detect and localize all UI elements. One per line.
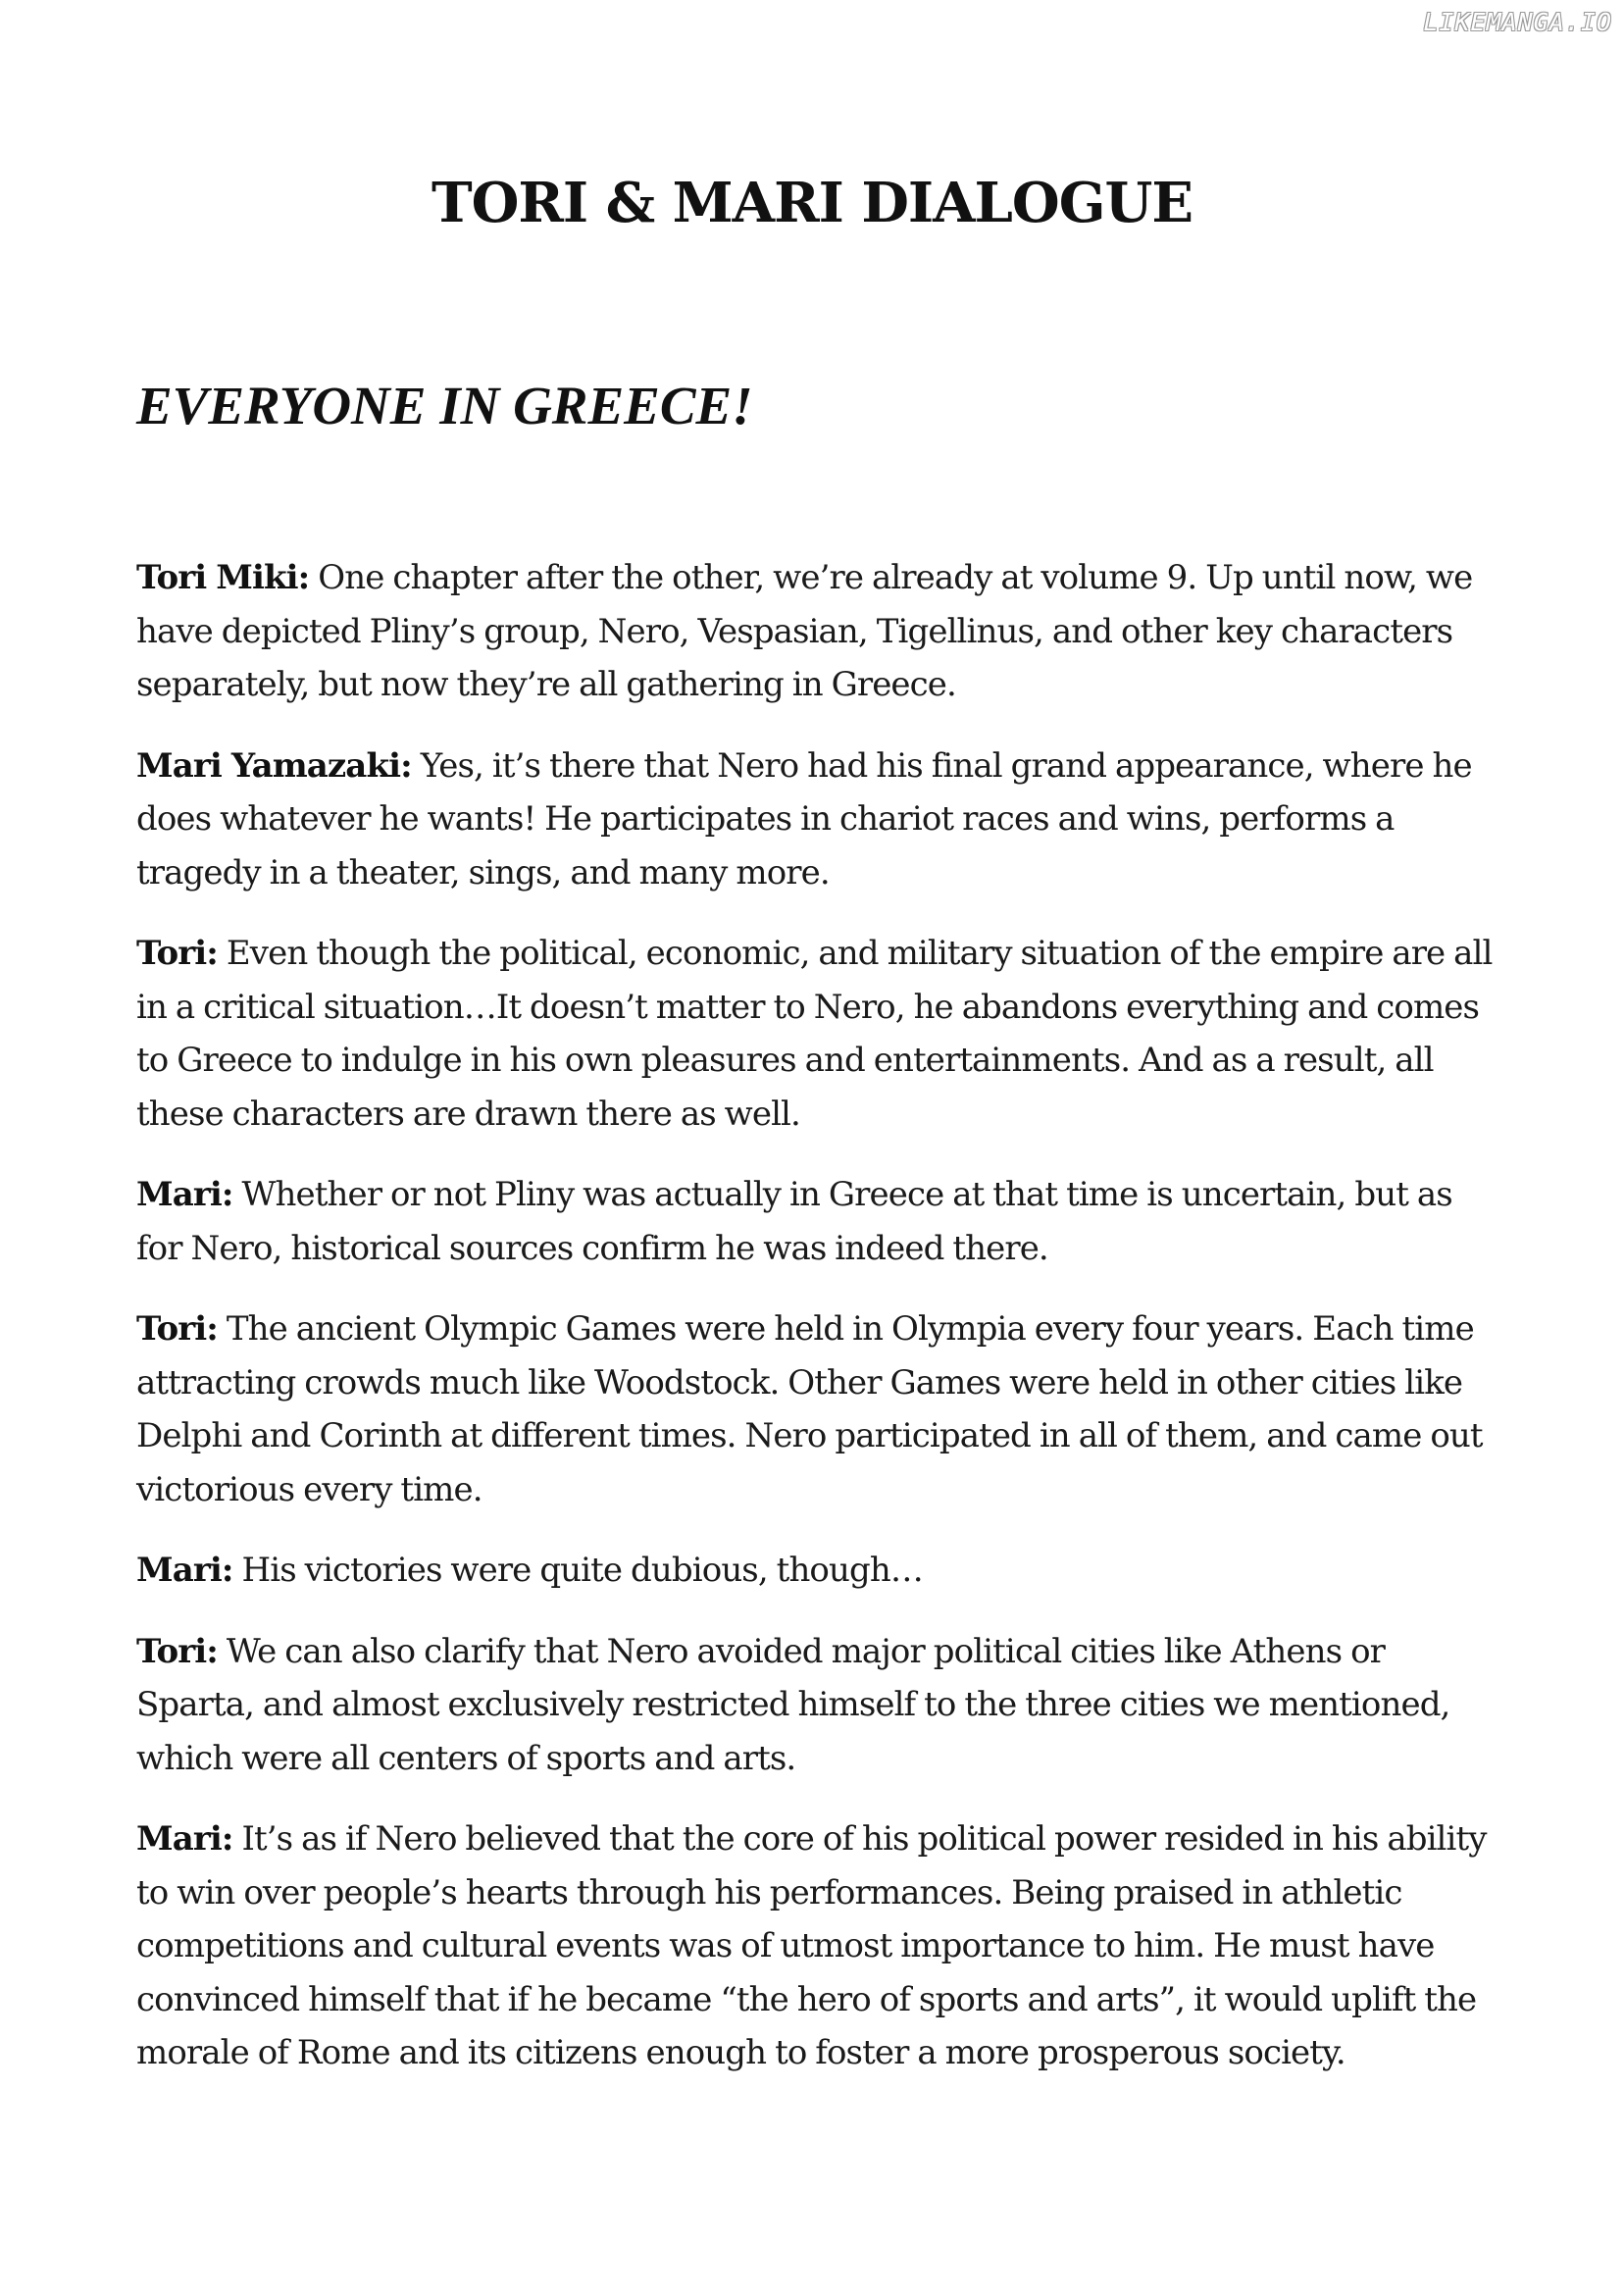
speaker-name: Tori Miki:	[136, 558, 310, 597]
dialogue-paragraph	[136, 1302, 1499, 1516]
speaker-name: Tori:	[136, 934, 218, 973]
dialogue-paragraph	[136, 739, 1499, 900]
page-title: TORI & MARI DIALOGUE	[431, 171, 1193, 235]
dialogue-text: Even though the political, economic, and military situation of the empire are all in a critical situation…It doesn’t matter to Nero, he abandons everything and comes to Greece to indulge in his own pleasures and entertainments. And as a result, all these characters are drawn there as well.	[136, 934, 1493, 1134]
watermark: LIKEMANGA.IO	[1423, 8, 1612, 36]
dialogue-text: We can also clarify that Nero avoided major political cities like Athens or Sparta, and almost exclusively restricted himself to the three cities we mentioned, which were all centers of sports and arts.	[136, 1631, 1450, 1778]
dialogue-text: The ancient Olympic Games were held in Olympia every four years. Each time attracting crowds much like Woodstock. Other Games were held in other cities like Delphi and Corinth at different times. Nero participated in all of them, and came out victorious every time.	[136, 1309, 1483, 1509]
section-heading: EVERYONE IN GREECE!	[136, 376, 753, 435]
speaker-name: Mari:	[136, 1819, 233, 1859]
dialogue-text: It’s as if Nero believed that the core of his political power resided in his ability to win over people’s hearts through his performances. Being praised in athletic competitions and cultural events was of utmost importance to him. He must have convinced himself that if he became “the hero of sports and arts”, it would uplift the morale of Rome and its citizens enough to foster a more prosperous society.	[136, 1819, 1487, 2072]
dialogue-paragraph	[136, 1544, 1499, 1598]
dialogue-paragraph	[136, 551, 1499, 712]
dialogue-paragraph	[136, 1168, 1499, 1275]
speaker-name: Tori:	[136, 1631, 218, 1671]
speaker-name: Mari:	[136, 1175, 233, 1214]
dialogue-text: His victories were quite dubious, though…	[241, 1551, 923, 1590]
speaker-name: Tori:	[136, 1309, 218, 1349]
speaker-name: Mari:	[136, 1551, 233, 1590]
dialogue-text: Yes, it’s there that Nero had his final grand appearance, where he does whatever he wants! He participates in chariot races and wins, performs a tragedy in a theater, sings, and many more.	[136, 745, 1472, 892]
dialogue-paragraph	[136, 1625, 1499, 1786]
dialogue-text: Whether or not Pliny was actually in Greece at that time is uncertain, but as for Nero, historical sources confirm he was indeed there.	[136, 1175, 1452, 1268]
dialogue-paragraph	[136, 1812, 1499, 2080]
speaker-name: Mari Yamazaki:	[136, 745, 412, 786]
dialogue-text: One chapter after the other, we’re already at volume 9. Up until now, we have depicted Pliny’s group, Nero, Vespasian, Tigellinus, and other key characters separately, but now they’re all gathering in Greece.	[136, 558, 1473, 704]
dialogue-paragraph	[136, 927, 1499, 1141]
dialogue-body	[136, 551, 1499, 2108]
